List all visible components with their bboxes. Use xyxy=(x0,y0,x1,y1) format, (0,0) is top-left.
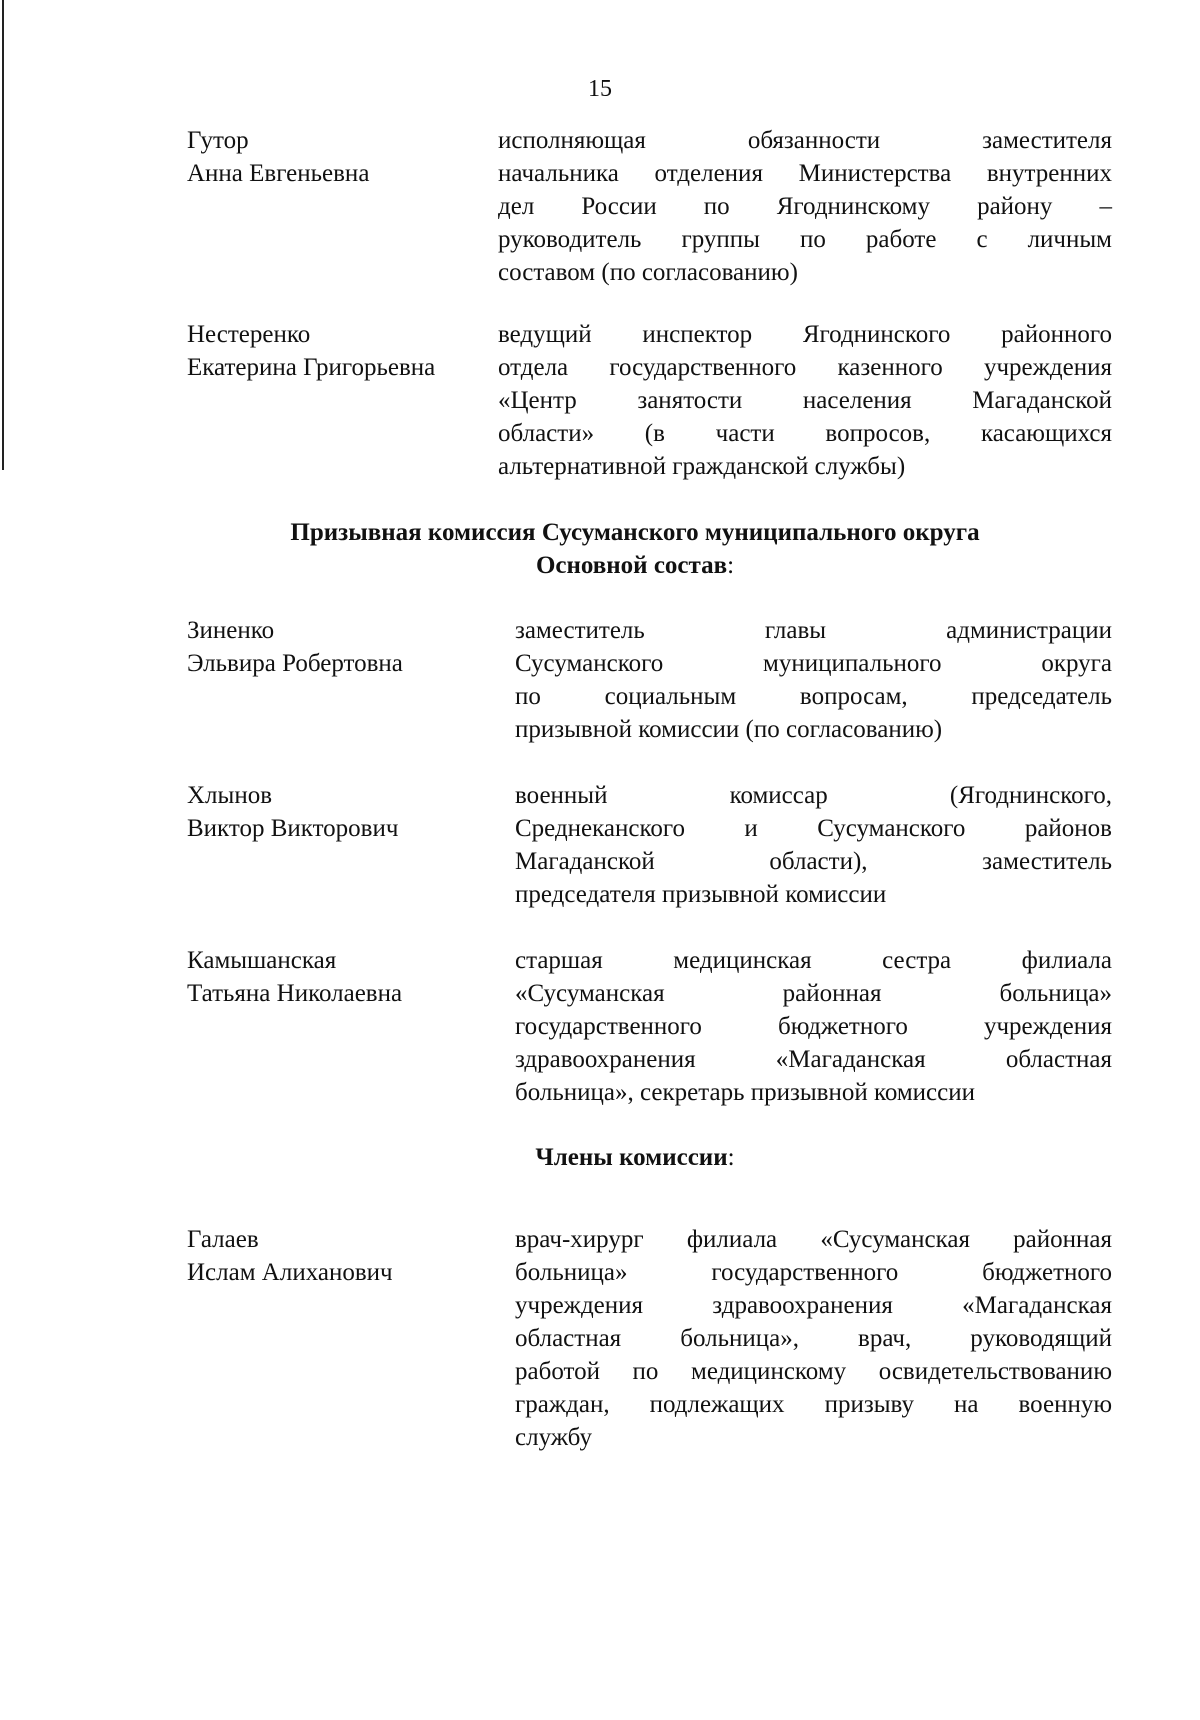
member-surname: Камышанская xyxy=(187,947,337,974)
position-line: по социальным вопросам, председатель xyxy=(515,683,1112,710)
member-name xyxy=(187,1223,487,1289)
member-name xyxy=(187,318,487,384)
position-line: альтернативной гражданской службы) xyxy=(498,453,906,480)
position-line: больница», секретарь призывной комиссии xyxy=(515,1079,976,1106)
member-given-names: Эльвира Робертовна xyxy=(187,650,403,677)
position-line: призывной комиссии (по согласованию) xyxy=(515,716,943,743)
position-line: «Сусуманская районная больница» xyxy=(515,980,1112,1007)
member-position xyxy=(515,614,1112,746)
member-given-names: Виктор Викторович xyxy=(187,815,399,842)
position-line: здравоохранения «Магаданская областная xyxy=(515,1046,1112,1073)
member-position xyxy=(498,124,1112,289)
member-position xyxy=(515,1223,1112,1454)
member-surname: Нестеренко xyxy=(187,321,311,348)
position-line: Сусуманского муниципального округа xyxy=(515,650,1112,677)
member-position xyxy=(515,944,1112,1109)
page-number: 15 xyxy=(588,76,612,102)
position-line: государственного бюджетного учреждения xyxy=(515,1013,1112,1040)
member-surname: Хлынов xyxy=(187,782,273,809)
member-name xyxy=(187,614,487,680)
position-line: области» (в части вопросов, касающихся xyxy=(498,420,1112,447)
position-line: ведущий инспектор Ягоднинского районного xyxy=(498,321,1112,348)
position-line: заместитель главы администрации xyxy=(515,617,1112,644)
member-given-names: Ислам Алиханович xyxy=(187,1259,393,1286)
position-line: службу xyxy=(515,1424,592,1451)
member-name xyxy=(187,944,487,1010)
member-surname: Гутор xyxy=(187,127,249,154)
position-line: врач-хирург филиала «Сусуманская районная xyxy=(515,1226,1112,1253)
position-line: граждан, подлежащих призыву на военную xyxy=(515,1391,1112,1418)
position-line: работой по медицинскому освидетельствованию xyxy=(515,1358,1112,1385)
member-name xyxy=(187,124,487,190)
position-line: учреждения здравоохранения «Магаданская xyxy=(515,1292,1112,1319)
position-line: военный комиссар (Ягоднинского, xyxy=(515,782,1112,809)
position-line: Магаданской области), заместитель xyxy=(515,848,1112,875)
position-line: начальника отделения Министерства внутренних xyxy=(498,160,1112,187)
commission-title: Призывная комиссия Сусуманского муниципального округа xyxy=(290,519,980,546)
position-line: областная больница», врач, руководящий xyxy=(515,1325,1112,1352)
section-heading xyxy=(0,516,1200,582)
position-line: Среднеканского и Сусуманского районов xyxy=(515,815,1112,842)
member-surname: Зиненко xyxy=(187,617,275,644)
position-line: составом (по согласованию) xyxy=(498,259,798,286)
position-line: «Центр занятости населения Магаданской xyxy=(498,387,1112,414)
members-heading xyxy=(0,1141,1200,1174)
member-given-names: Анна Евгеньевна xyxy=(187,160,370,187)
member-surname: Галаев xyxy=(187,1226,259,1253)
member-given-names: Екатерина Григорьевна xyxy=(187,354,436,381)
position-line: исполняющая обязанности заместителя xyxy=(498,127,1112,154)
member-position xyxy=(515,779,1112,911)
position-line: старшая медицинская сестра филиала xyxy=(515,947,1112,974)
position-line: больница» государственного бюджетного xyxy=(515,1259,1112,1286)
member-name xyxy=(187,779,487,845)
position-line: руководитель группы по работе с личным xyxy=(498,226,1112,253)
position-line: председателя призывной комиссии xyxy=(515,881,887,908)
members-title: Члены комиссии: xyxy=(535,1144,735,1171)
member-given-names: Татьяна Николаевна xyxy=(187,980,403,1007)
main-composition-title: Основной состав: xyxy=(535,552,735,579)
member-position xyxy=(498,318,1112,483)
position-line: дел России по Ягоднинскому району – xyxy=(498,193,1112,220)
position-line: отдела государственного казенного учреждения xyxy=(498,354,1112,381)
